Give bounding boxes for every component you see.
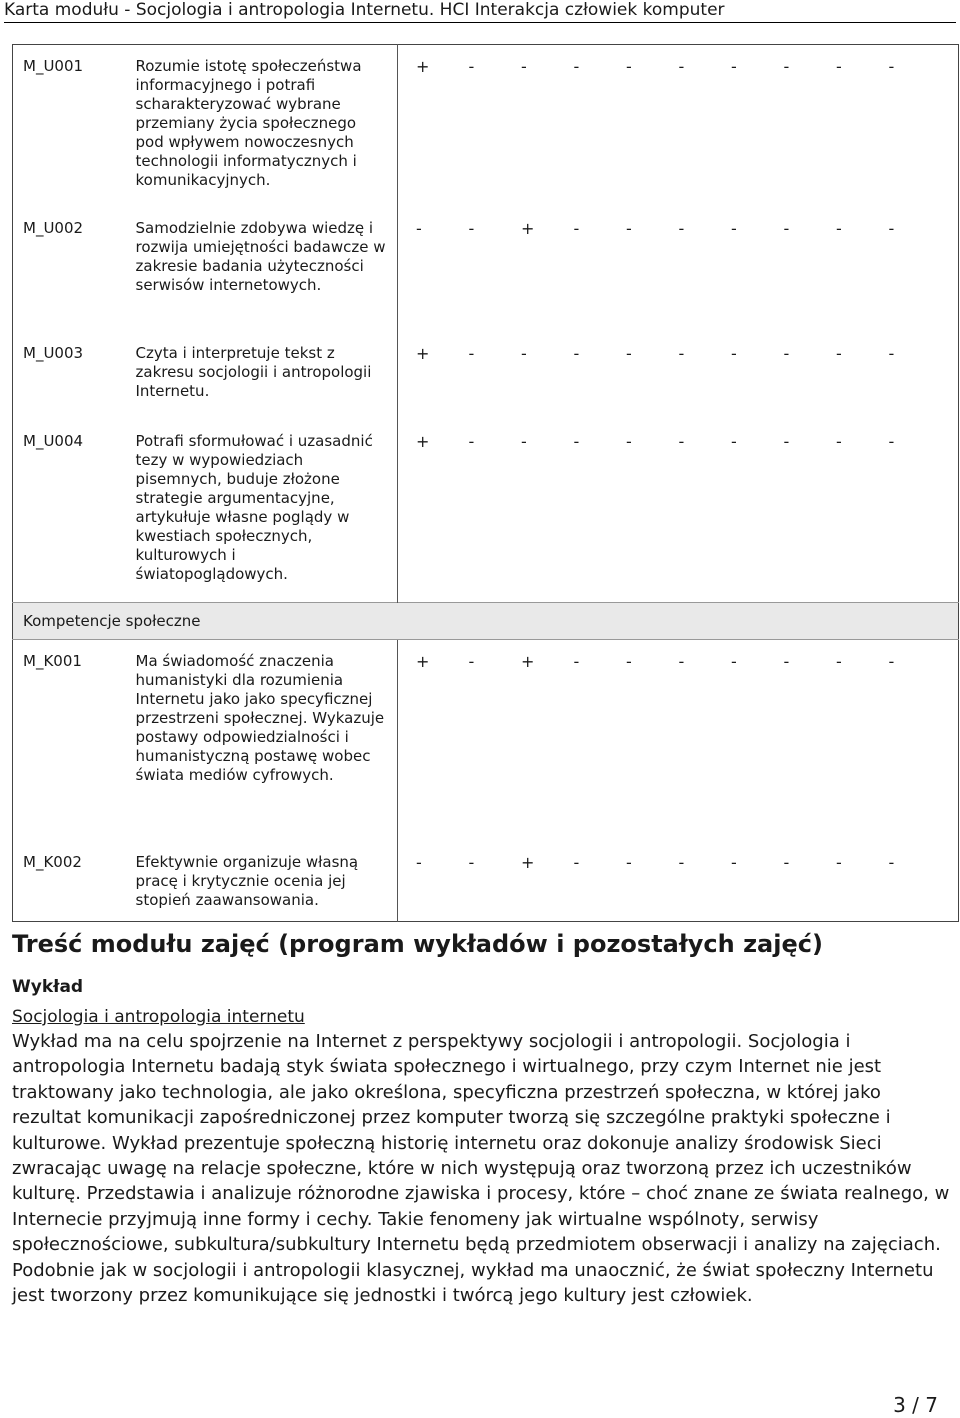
mark-cell: + [416, 432, 430, 451]
mark-cell: - [521, 57, 527, 76]
mark-cell: - [416, 853, 422, 872]
outcome-description: Czyta i interpretuje tekst z zakresu socjologii i antropologii Internetu. [126, 332, 398, 420]
mark-cell: - [521, 344, 527, 363]
outcome-marks [398, 332, 959, 420]
mark-cell: - [783, 219, 790, 238]
mark-cell: - [573, 652, 580, 671]
mark-cell: - [626, 432, 632, 451]
outcome-description: Rozumie istotę społeczeństwa informacyjnego i potrafi scharakteryzować wybrane przemiany życia społecznego pod wpływem nowoczesnych technologii informatycznych i komunikacyjnych. [126, 45, 398, 208]
outcome-marks [398, 420, 959, 603]
learning-outcomes-table [12, 44, 959, 922]
outcome-description: Samodzielnie zdobywa wiedzę i rozwija umiejętności badawcze w zakresie badania użyteczności serwisów internetowych. [126, 207, 398, 332]
outcome-code: M_K001 [23, 652, 82, 670]
mark-cell: - [468, 219, 475, 238]
mark-cell: - [783, 57, 790, 76]
mark-cell: - [836, 432, 842, 451]
mark-cell: - [836, 219, 842, 238]
mark-cell: - [468, 432, 475, 451]
subheading: Wykład [12, 977, 84, 997]
mark-cell: - [888, 57, 895, 76]
lecture-title-link[interactable]: Socjologia i antropologia internetu [12, 1007, 305, 1027]
mark-cell: + [416, 344, 430, 363]
mark-cell: - [416, 219, 422, 238]
outcome-code: M_U001 [23, 57, 84, 75]
mark-cell: - [888, 344, 895, 363]
mark-cell: - [678, 219, 685, 238]
mark-cell: - [573, 219, 580, 238]
mark-cell: - [626, 219, 632, 238]
outcome-code: M_U003 [23, 344, 84, 362]
mark-cell: - [573, 57, 580, 76]
page-number: 3 / 7 [893, 1393, 938, 1417]
outcome-code: M_K002 [23, 853, 82, 871]
mark-cell: - [731, 57, 737, 76]
outcome-marks [398, 207, 959, 332]
mark-cell: - [888, 652, 895, 671]
mark-cell: - [468, 853, 475, 872]
mark-cell: - [573, 432, 580, 451]
lecture-paragraph: Wykład ma na celu spojrzenie na Internet z perspektywy socjologii i antropologii. Socjologia i antropologia Internetu badają styk świata społecznego i wirtualnego, przy czym Internet nie jest traktowany jako technologia, ale jako określona, specyficzna przestrzeń społeczna, w której jako rezultat komunikacji zapośredniczonej przez komputer tworzą się szczególne praktyki społeczne i kulturowe. Wykład prezentuje społeczną historię internetu oraz dokonuje analizy środowisk Sieci zwracając uwagę na relacje społeczne, które w nich występują oraz tworzoną przez ich uczestników kulturę. Przedstawia i analizuje różnorodne zjawiska i procesy, które – choć znane ze świata realnego, w Internecie przyjmują inne formy i cechy. Takie fenomeny jak wirtualne wspólnoty, serwisy społecznościowe, subkultura/subkultury Internetu będą przedmiotem obserwacji i analizy na zajęciach. Podobnie jak w socjologii i antropologii klasycznej, wykład ma unaocznić, że świat społeczny Internetu jest tworzony przez komunikujące się jednostki i twórcą jego kultury jest człowiek. [12, 1031, 950, 1307]
outcome-code: M_U004 [23, 432, 84, 450]
mark-cell: - [626, 853, 632, 872]
section-title: Treść modułu zajęć (program wykładów i pozostałych zajęć) [12, 930, 823, 958]
table-row [13, 45, 959, 208]
mark-cell: - [783, 652, 790, 671]
mark-cell: - [888, 853, 895, 872]
table-row [13, 332, 959, 420]
mark-cell: - [783, 432, 790, 451]
mark-cell: - [573, 344, 580, 363]
lecture-description [12, 1029, 952, 1308]
mark-cell: - [678, 853, 685, 872]
table-row [13, 207, 959, 332]
mark-cell: - [836, 853, 842, 872]
mark-cell: - [468, 344, 475, 363]
mark-cell: - [888, 219, 895, 238]
mark-cell: - [783, 853, 790, 872]
outcome-marks [398, 640, 959, 842]
mark-cell: + [521, 853, 535, 872]
mark-cell: - [783, 344, 790, 363]
mark-cell: - [678, 432, 685, 451]
mark-cell: + [521, 652, 535, 671]
mark-cell: - [731, 432, 737, 451]
table-row [13, 640, 959, 842]
outcome-description: Ma świadomość znaczenia humanistyki dla rozumienia Internetu jako jako specyficznej przestrzeni społecznej. Wykazuje postawy odpowiedzialności i humanistyczną postawę wobec świata mediów cyfrowych. [126, 640, 398, 842]
mark-cell: - [626, 344, 632, 363]
table-row [13, 841, 959, 922]
mark-cell: - [731, 219, 737, 238]
mark-cell: - [521, 432, 527, 451]
mark-cell: - [468, 57, 475, 76]
section-label: Kompetencje społeczne [13, 603, 959, 640]
mark-cell: - [731, 652, 737, 671]
mark-cell: - [836, 652, 842, 671]
mark-cell: - [626, 57, 632, 76]
mark-cell: - [678, 344, 685, 363]
mark-cell: - [678, 652, 685, 671]
mark-cell: + [416, 57, 430, 76]
mark-cell: - [731, 853, 737, 872]
mark-cell: - [468, 652, 475, 671]
mark-cell: + [416, 652, 430, 671]
mark-cell: + [521, 219, 535, 238]
mark-cell: - [836, 344, 842, 363]
table-row [13, 420, 959, 603]
outcome-code: M_U002 [23, 219, 84, 237]
mark-cell: - [731, 344, 737, 363]
section-header-row [13, 603, 959, 640]
mark-cell: - [573, 853, 580, 872]
outcome-description: Potrafi sformułować i uzasadnić tezy w wypowiedziach pisemnych, buduje złożone strategie argumentacyjne, artykułuje własne poglądy w kwestiach społecznych, kulturowych i światopoglądowych. [126, 420, 398, 603]
mark-cell: - [888, 432, 895, 451]
mark-cell: - [626, 652, 632, 671]
outcome-description: Efektywnie organizuje własną pracę i krytycznie ocenia jej stopień zaawansowania. [126, 841, 398, 922]
outcome-marks [398, 841, 959, 922]
outcome-marks [398, 45, 959, 208]
mark-cell: - [678, 57, 685, 76]
document-header-title: Karta modułu - Socjologia i antropologia Internetu. HCI Interakcja człowiek komputer [4, 0, 956, 23]
mark-cell: - [836, 57, 842, 76]
